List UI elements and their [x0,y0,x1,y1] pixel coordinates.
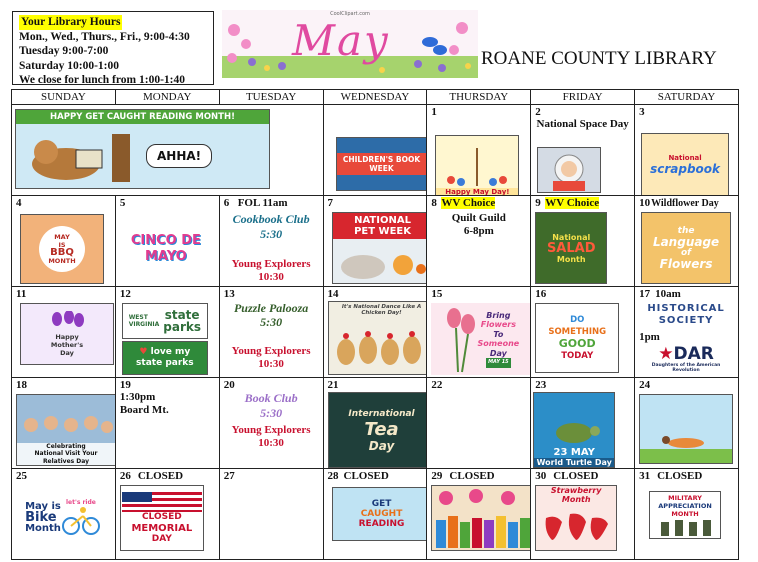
hours-line: Mon., Wed., Thurs., Fri., 9:00-4:30 [19,30,190,43]
event-fol: FOL 11am [237,197,288,209]
weekday-header: THURSDAY [427,90,531,105]
weekday-header: FRIDAY [531,90,635,105]
bike-line: Month [25,522,61,534]
bike-month-image [18,483,108,551]
soldiers-icon [655,518,715,536]
international-tea-day-image [328,392,427,468]
weekday-header-row [12,90,739,105]
event-young-explorers: Young Explorers 10:30 [231,258,311,283]
bbq-line: MONTH [48,257,76,265]
pet-week-banner [333,213,427,239]
bbq-month-image [20,214,104,284]
bbq-line: MAY [54,233,70,241]
day-number: 25 [16,470,27,482]
day-number: 23 [535,379,547,391]
day-cell [635,287,739,378]
memorial-line: DAY [151,533,172,544]
pet-week-line: NATIONAL [354,215,411,226]
wv-parks-line: parks [163,320,201,334]
weekday-header: MONDAY [115,90,219,105]
love-parks-line: love my [150,347,191,357]
may-banner [222,10,478,78]
day-number: 17 [639,288,651,300]
day-cell [12,469,116,560]
event-cookbook-club: Cookbook Club 5:30 [232,212,310,241]
child-in-grass-image [639,394,733,464]
do-good-line: TODAY [561,351,594,361]
day-cell [427,196,531,287]
day-number: 26 [119,470,131,482]
day-cell [427,378,531,469]
weekday-header: SATURDAY [635,90,739,105]
wv-parks-line: WEST [128,314,148,321]
event-puzzle-palooza-time: 5:30 [260,315,283,329]
memorial-day-image [120,485,204,551]
strawberries-icon [536,504,616,544]
day-cell [12,287,116,378]
day-number: 11 [16,288,27,300]
day-cell [115,469,219,560]
flowers-line: Flowers [659,257,713,271]
flowers-day-line: Flowers [480,320,516,329]
closed-label: CLOSED [449,470,495,482]
event-young-explorers: Young Explorers 10:30 [231,345,311,370]
bbq-month-badge [39,226,85,272]
ahha-speech-bubble: AHHA! [146,144,212,168]
flowers-day-line: Bring [486,310,511,320]
military-appreciation-image [649,491,721,539]
day-number: 4 [16,197,22,209]
day-cell [323,105,427,196]
day-number: 29 [431,470,443,482]
weekday-header: SUNDAY [12,90,116,105]
event-wildflower-day: Wildflower Day [651,198,719,209]
mothers-day-line: Happy [55,333,79,341]
day-cell [531,469,635,560]
heart-icon: ♥ [139,347,148,357]
event-quilt-guild-time: 6-8pm [463,225,494,237]
library-hours-box [12,11,214,85]
chickens-icon [330,318,427,374]
day-cell [323,287,427,378]
day-number: 6 [223,197,230,209]
closed-label: CLOSED [343,470,389,482]
happy-may-day-image [435,135,519,196]
family-icon [17,413,115,443]
wv-choice-wrap [545,197,599,210]
scrapbook-text: scrapbook [650,162,721,176]
day-number: 16 [535,288,547,300]
day-cell [427,469,531,560]
day-cell [323,378,427,469]
day-cell [115,378,219,469]
relatives-caption [17,443,115,466]
strawberry-month-image [535,485,617,551]
memorial-line: MEMORIAL [131,522,193,534]
event-puzzle-palooza: Puzzle Palooza [233,301,309,315]
love-state-parks-image [122,341,208,375]
turtle-date: 23 MAY [553,447,595,458]
relatives-line: Celebrating [46,442,86,450]
relatives-line: Relatives Day [42,457,90,465]
day-number: 13 [223,288,235,300]
astronaut-child-image [537,147,601,193]
wv-state-parks-logo [122,303,208,339]
tea-day-line: Day [368,439,395,453]
day-number: 30 [535,470,547,482]
mothers-day-line: Mother's [50,341,84,349]
event-young-explorers: Young Explorers 10:30 [231,424,311,449]
star-icon: ★ [658,344,674,364]
event-dar-time: 1pm [639,331,660,343]
event-quilt-guild: Quilt Guild [451,212,506,224]
day-number: 7 [327,197,334,209]
day-number: 19 [119,379,131,391]
visit-relatives-day-image [16,394,115,466]
day-number: 3 [639,106,645,118]
calendar-grid [11,89,739,560]
day-cell [12,378,116,469]
get-caught-reading-image [15,109,270,189]
childrens-book-week-image [336,137,427,191]
week-row [12,287,739,378]
bicycle-icon [61,506,101,536]
bike-line: May is [25,500,61,512]
day-cell [12,196,116,287]
day-cell [219,469,323,560]
dar-text: DAR [673,344,714,364]
strawberry-line: Strawberry [550,486,602,495]
month-title: May [292,16,390,65]
military-line: MONTH [671,510,699,518]
day-cell [531,378,635,469]
love-parks-line: state parks [136,358,194,368]
historical-line: HISTORICAL [647,303,725,314]
day-number: 27 [223,470,235,482]
flowers-day-line: Day [489,348,507,358]
flowers-line: the [677,226,695,236]
dar-subtext: Daughters of the American Revolution [651,363,721,373]
event-book-club: Book Club [244,391,298,405]
day-cell [323,469,427,560]
day-number: 20 [223,379,235,391]
day-number: 15 [431,288,443,300]
event-board-time: 1:30pm [119,391,156,403]
event-historical-time: 10am [655,288,681,300]
child-running-icon [640,427,732,463]
turtle-title: World Turtle Day [534,458,614,467]
library-name: ROANE COUNTY LIBRARY [481,48,717,69]
bbq-line: BBQ [50,247,74,258]
day-number: 22 [431,379,443,391]
day-cell [219,196,323,287]
military-line: MILITARY [668,494,702,502]
day-cell [531,196,635,287]
day-number: 2 [535,106,541,118]
mothers-day-image [20,303,114,365]
week-row [12,378,739,469]
day-number: 21 [327,379,339,391]
day-number: 8 [431,197,437,209]
astronaut-icon [539,149,599,191]
event-wv-choice: WV Choice [441,197,496,209]
do-something-good-image [535,303,619,373]
do-good-line: DO [570,315,585,325]
day-number: 1 [431,106,437,118]
day-cell [219,378,323,469]
salad-line: National [552,232,591,242]
day-cell [635,469,739,560]
day-cell [531,105,635,196]
tea-day-line: International [348,409,415,419]
hours-line: We close for lunch from 1:00-1:40 [19,74,185,86]
american-flag-icon [122,492,202,512]
pets-icon [333,239,427,283]
day-number: 28 [327,470,339,482]
historical-society-logo [641,301,731,329]
get-caught-reading-image-2 [332,487,427,541]
hours-title: Your Library Hours [21,16,121,28]
day-number: 9 [535,197,541,209]
flowers-line: Language [652,235,720,249]
flowers-line: of [681,248,692,258]
day-cell [635,105,739,196]
closed-label: CLOSED [657,470,703,482]
day-number: 18 [16,379,27,391]
event-national-space-day: National Space Day [536,118,629,130]
memorial-line: CLOSED [141,511,182,522]
day-number: 24 [639,379,651,391]
pet-week-line: PET WEEK [354,226,411,237]
week-row [12,469,739,560]
day-cell [531,287,635,378]
weekday-header: WEDNESDAY [323,90,427,105]
military-line: APPRECIATION [658,502,712,510]
strawberry-line: Month [561,495,591,504]
dance-chicken-text: It's National Dance Like A Chicken Day! [341,304,422,316]
bookshelf-flowers-image [431,485,530,551]
event-book-club-time: 5:30 [260,406,283,420]
flowers-day-line: Someone [477,339,520,348]
childrens-book-week-text: CHILDREN'S BOOK WEEK [337,153,427,175]
dar-logo [641,343,731,375]
day-number: 5 [119,197,126,209]
hours-line: Tuesday 9:00-7:00 [19,45,109,57]
historical-line: SOCIETY [658,315,714,326]
tulip-bouquet-icon [444,304,478,374]
get-caught2-line: CAUGHT [360,509,403,519]
national-scrapbook-day-image [641,133,729,196]
national-salad-month-image [535,212,607,284]
wv-parks-line: state [164,308,200,322]
tea-day-line: Tea [364,419,399,440]
mothers-day-line: Day [60,349,74,357]
day-cell [427,105,531,196]
get-caught2-line: GET [371,499,392,509]
salad-line: Month [556,254,586,264]
day-number: 14 [327,288,339,300]
day-cell [323,196,427,287]
flowers-day-line: MAY 15 [486,358,511,368]
bike-line: Bike [25,509,57,525]
tulips-icon [47,311,87,333]
day-cell [219,287,323,378]
bike-line: let's ride [65,498,96,506]
maypole-icon [437,148,517,188]
day-number: 31 [639,470,651,482]
week-row [12,105,739,196]
day-cell [427,287,531,378]
wv-choice-wrap [441,197,495,210]
cinco-de-mayo-text: CINCO DE MAYO [130,233,201,264]
get-caught-banner-text: HAPPY GET CAUGHT READING MONTH! [16,110,269,124]
day-cell [635,378,739,469]
language-of-flowers-image [641,212,731,284]
event-wv-choice: WV Choice [545,197,600,209]
salad-line: SALAD [546,240,596,256]
day-cell-get-caught-reading [12,105,324,196]
day-cell [115,196,219,287]
wv-parks-line: VIRGINIA [128,321,160,328]
week-row [12,196,739,287]
reading-bear-icon [16,130,146,182]
weekday-header: TUESDAY [219,90,323,105]
world-turtle-day-image [533,392,615,468]
cinco-de-mayo-image [122,214,210,284]
event-board-meeting: Board Mt. [119,404,169,416]
relatives-line: National Visit Your [34,450,98,457]
scrapbook-national-text: National [668,154,702,162]
sea-turtle-icon [539,417,609,447]
bring-flowers-day-image [431,303,530,375]
flowers-day-line: To [493,329,504,339]
banner-credit: CoolClipart.com [330,11,370,17]
get-caught2-line: READING [358,519,405,529]
hours-line: Saturday 10:00-1:00 [19,59,119,72]
day-number: 12 [119,288,131,300]
national-pet-week-image [332,212,427,284]
do-good-line: GOOD [558,337,596,350]
day-number: 10 [639,197,651,209]
closed-label: CLOSED [137,470,184,482]
day-cell [635,196,739,287]
books-icon [432,486,530,550]
do-good-line: SOMETHING [548,327,607,337]
bbq-line: IS [58,241,66,249]
happy-may-day-text: Happy May Day! [436,188,518,196]
day-cell [115,287,219,378]
dance-like-chicken-image [328,301,427,375]
closed-label: CLOSED [553,470,599,482]
